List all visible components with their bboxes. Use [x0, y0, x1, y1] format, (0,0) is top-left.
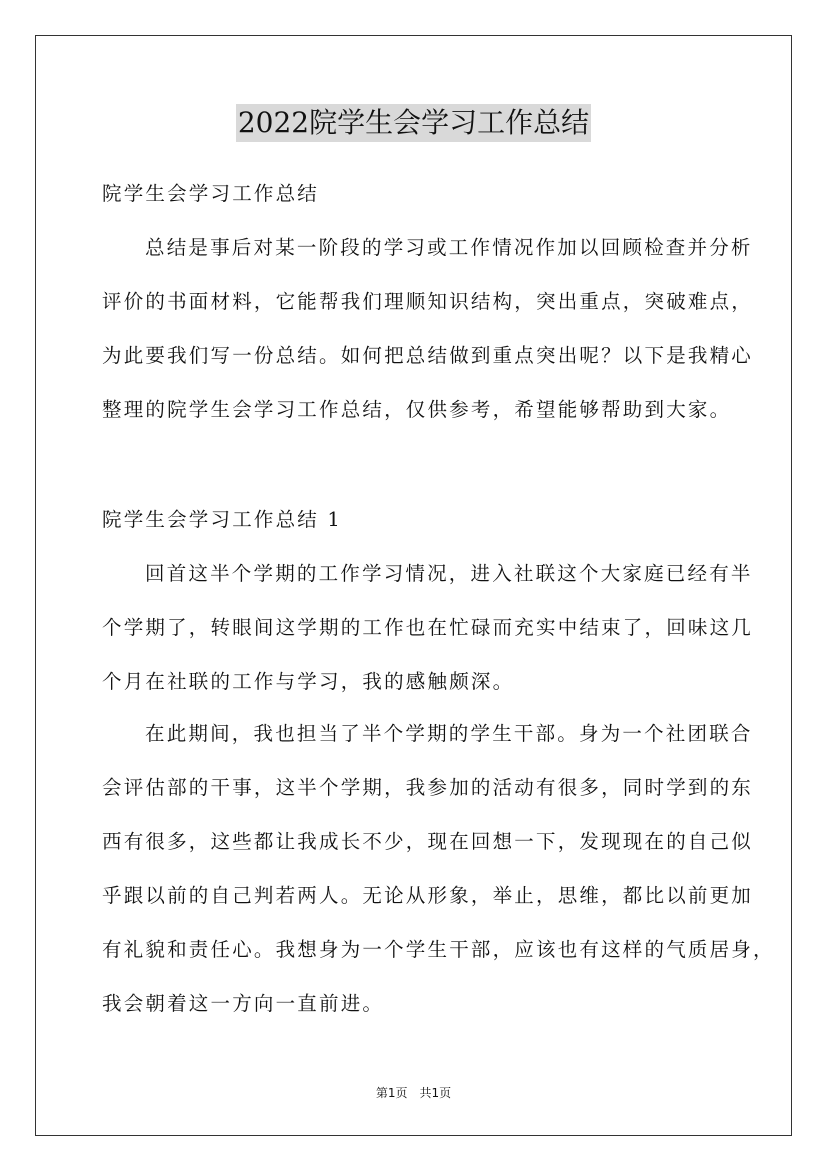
intro-line: 为此要我们写一份总结。如何把总结做到重点突出呢？以下是我精心 [102, 344, 754, 367]
intro-line: 整理的院学生会学习工作总结，仅供参考，希望能够帮助到大家。 [102, 398, 732, 421]
paragraph-line: 西有很多，这些都让我成长不少，现在回想一下，发现现在的自己似 [102, 830, 754, 853]
paragraph-line: 有礼貌和责任心。我想身为一个学生干部，应该也有这样的气质居身， [102, 938, 775, 961]
paragraph-line: 会评估部的干事，这半个学期，我参加的活动有很多，同时学到的东 [102, 776, 754, 799]
paragraph-line: 在此期间，我也担当了半个学期的学生干部。身为一个社团联合 [145, 722, 753, 745]
intro-line: 评价的书面材料，它能帮我们理顺知识结构，突出重点，突破难点， [102, 290, 754, 313]
paragraph-line: 回首这半个学期的工作学习情况，进入社联这个大家庭已经有半 [145, 562, 753, 585]
document-title: 2022院学生会学习工作总结 [236, 104, 591, 142]
paragraph-line: 乎跟以前的自己判若两人。无论从形象，举止，思维，都比以前更加 [102, 884, 754, 907]
paragraph-line: 个月在社联的工作与学习，我的感触颇深。 [102, 670, 515, 693]
paragraph-line: 个学期了，转眼间这学期的工作也在忙碌而充实中结束了，回味这几 [102, 616, 754, 639]
page-number: 第1页 共1页 [375, 1086, 452, 1100]
paragraph-line: 我会朝着这一方向一直前进。 [102, 992, 385, 1015]
title-container [0, 104, 827, 142]
section-heading: 院学生会学习工作总结 1 [102, 508, 343, 531]
section-heading: 院学生会学习工作总结 [102, 182, 320, 205]
intro-line: 总结是事后对某一阶段的学习或工作情况作加以回顾检查并分析 [145, 236, 753, 259]
